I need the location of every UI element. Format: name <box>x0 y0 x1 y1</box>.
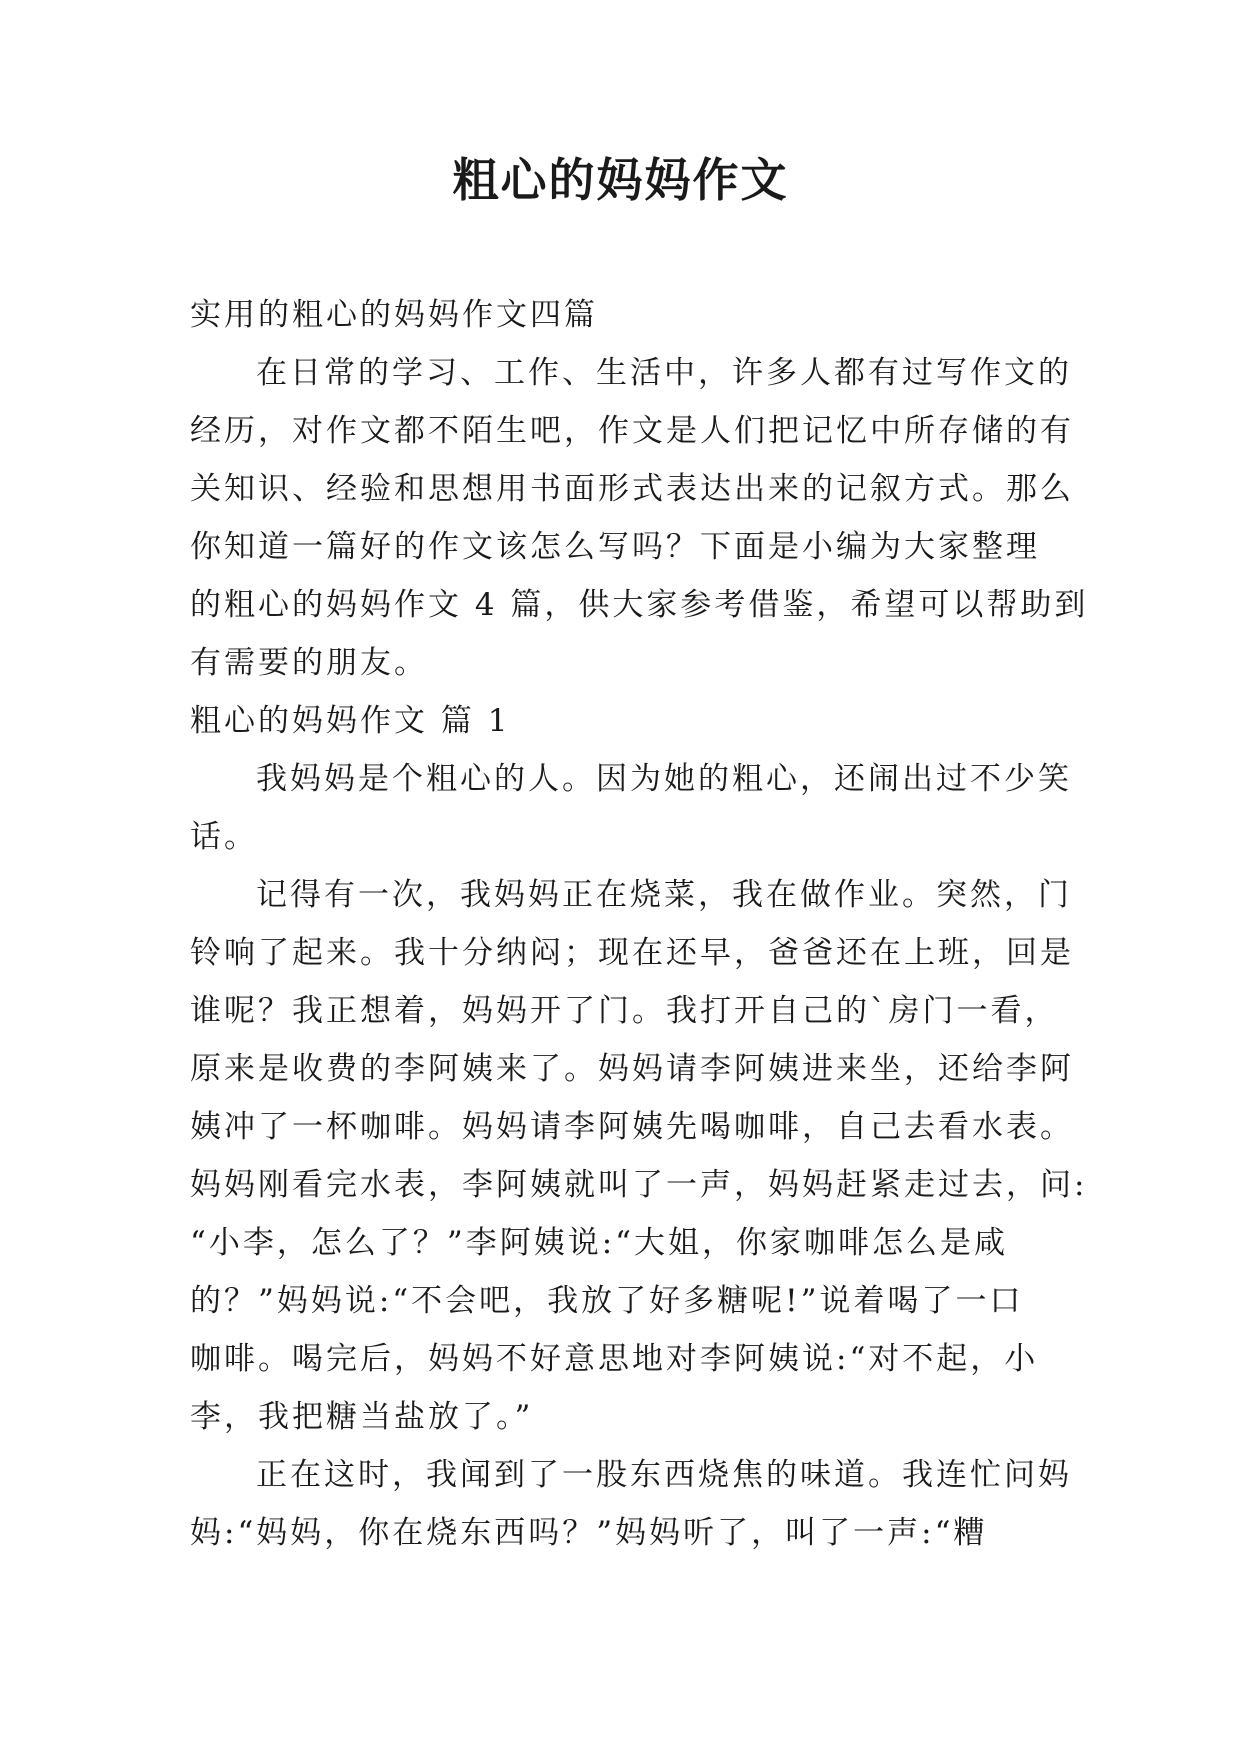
text-line: 你知道一篇好的作文该怎么写吗？下面是小编为大家整理 <box>190 529 1040 565</box>
text-line: 话。 <box>190 819 258 855</box>
text-line: 记得有一次，我妈妈正在烧菜，我在做作业。突然，门 <box>256 877 1072 913</box>
text-line: 实用的粗心的妈妈作文四篇 <box>190 297 598 333</box>
text-line: 的粗心的妈妈作文 4 篇，供大家参考借鉴，希望可以帮助到 <box>190 587 1089 623</box>
text-line: 在日常的学习、工作、生活中，许多人都有过写作文的 <box>256 355 1072 391</box>
text-line: 粗心的妈妈作文 篇 1 <box>190 703 511 739</box>
text-line: 李，我把糖当盐放了。” <box>190 1399 534 1435</box>
text-line: 的？”妈妈说:“不会吧，我放了好多糖呢!”说着喝了一口 <box>190 1283 1024 1319</box>
document-title: 粗心的妈妈作文 <box>452 153 789 207</box>
text-line: 姨冲了一杯咖啡。妈妈请李阿姨先喝咖啡，自己去看水表。 <box>190 1109 1074 1145</box>
text-line: 经历，对作文都不陌生吧，作文是人们把记忆中所存储的有 <box>190 413 1074 449</box>
text-line: 咖啡。喝完后，妈妈不好意思地对李阿姨说:“对不起，小 <box>190 1341 1039 1377</box>
text-line: 有需要的朋友。 <box>190 645 428 681</box>
text-line: 妈:“妈妈，你在烧东西吗？”妈妈听了，叫了一声:“糟 <box>190 1515 988 1551</box>
document-body <box>190 286 1089 1562</box>
text-line: 谁呢？我正想着，妈妈开了门。我打开自己的`房门一看， <box>190 993 1059 1029</box>
text-line: 关知识、经验和思想用书面形式表达出来的记叙方式。那么 <box>190 471 1074 507</box>
text-line: 妈妈刚看完水表，李阿姨就叫了一声，妈妈赶紧走过去，问: <box>190 1167 1088 1203</box>
text-line: 我妈妈是个粗心的人。因为她的粗心，还闹出过不少笑 <box>256 761 1072 797</box>
text-line: 原来是收费的李阿姨来了。妈妈请李阿姨进来坐，还给李阿 <box>190 1051 1074 1087</box>
text-line: 正在这时，我闻到了一股东西烧焦的味道。我连忙问妈 <box>256 1457 1072 1493</box>
text-line: “小李，怎么了？”李阿姨说:“大姐，你家咖啡怎么是咸 <box>190 1225 1008 1261</box>
text-line: 铃响了起来。我十分纳闷；现在还早，爸爸还在上班，回是 <box>190 935 1074 971</box>
